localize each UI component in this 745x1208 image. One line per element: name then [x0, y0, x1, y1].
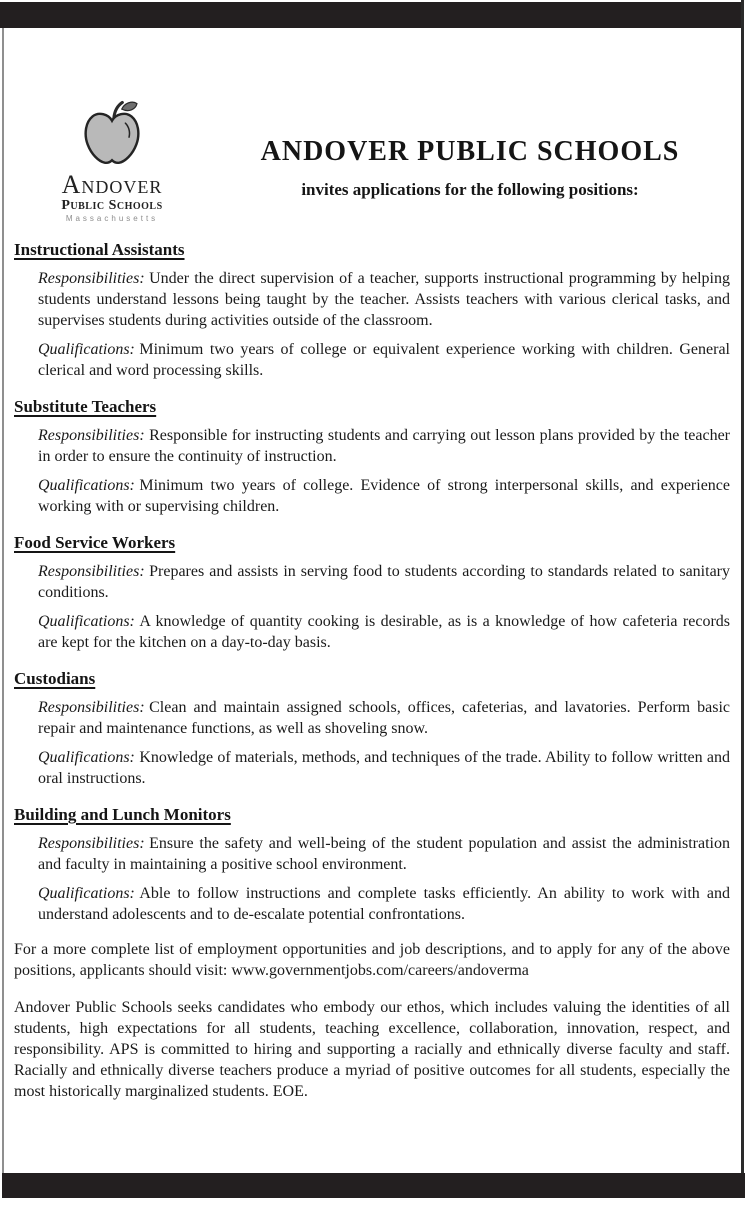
qualifications-paragraph: [38, 611, 730, 653]
qualifications-paragraph: [38, 883, 730, 925]
apple-icon: [81, 100, 143, 170]
section-food-service-workers: [14, 532, 730, 653]
section-instructional-assistants: [14, 239, 730, 381]
logo-org-type: Public Schools: [61, 198, 163, 213]
qualifications-paragraph: [38, 475, 730, 517]
responsibilities-label: Responsibilities:: [38, 563, 145, 580]
qualifications-text: Minimum two years of college or equivalent experience working with children. General clerical and word processing skills.: [38, 341, 730, 379]
responsibilities-text: Prepares and assists in serving food to students according to standards related to sanitary conditions.: [38, 563, 730, 601]
section-heading: Food Service Workers: [14, 533, 176, 552]
title-block: [210, 136, 730, 224]
qualifications-paragraph: [38, 747, 730, 789]
responsibilities-paragraph: [38, 425, 730, 467]
page-content: [14, 28, 730, 1102]
qualifications-label: Qualifications:: [38, 341, 135, 358]
page-subtitle: invites applications for the following positions:: [301, 180, 639, 199]
qualifications-label: Qualifications:: [38, 885, 135, 902]
footer-apply-paragraph: [14, 939, 730, 981]
responsibilities-label: Responsibilities:: [38, 835, 145, 852]
left-border-line: [2, 28, 4, 1173]
responsibilities-text: Ensure the safety and well-being of the student population and assist the administration and faculty in maintaining a positive school environment.: [38, 835, 730, 873]
application-url: www.governmentjobs.com/careers/andoverma: [231, 962, 529, 979]
responsibilities-label: Responsibilities:: [38, 699, 145, 716]
qualifications-text: A knowledge of quantity cooking is desirable, as is a knowledge of how cafeteria records are kept for the kitchen on a day-to-day basis.: [38, 613, 730, 651]
section-building-and-lunch-monitors: [14, 804, 730, 925]
qualifications-label: Qualifications:: [38, 613, 135, 630]
section-custodians: [14, 668, 730, 789]
right-border-line: [741, 0, 744, 1173]
logo-org-name: Andover: [61, 170, 163, 199]
responsibilities-text: Clean and maintain assigned schools, offices, cafeterias, and lavatories. Perform basic repair and maintenance functions, as well as shoveling snow.: [38, 699, 730, 737]
section-heading: Building and Lunch Monitors: [14, 805, 231, 824]
responsibilities-paragraph: [38, 833, 730, 875]
footer-eoe-paragraph: Andover Public Schools seeks candidates who embody our ethos, which includes valuing the identities of all students, high expectations for all students, teaching excellence, collaboration, innovation, respect, and responsibility. APS is committed to hiring and supporting a racially and ethnically diverse faculty and staff. Racially and ethnically diverse teachers produce a myriad of positive outcomes for all students, especially the most historically marginalized students. EOE.: [14, 999, 730, 1100]
responsibilities-text: Under the direct supervision of a teacher, supports instructional programming by helping students understand lessons being taught by the teacher. Assists teachers with various clerical tasks, and supervises students during activities outside of the classroom.: [38, 270, 730, 329]
page-title: ANDOVER PUBLIC SCHOOLS: [260, 136, 680, 167]
responsibilities-paragraph: [38, 561, 730, 603]
section-heading: Custodians: [14, 669, 96, 688]
qualifications-text: Knowledge of materials, methods, and techniques of the trade. Ability to follow written and oral instructions.: [38, 749, 730, 787]
qualifications-label: Qualifications:: [38, 477, 135, 494]
bottom-black-bar: [2, 1173, 745, 1198]
section-heading: Instructional Assistants: [14, 240, 185, 259]
qualifications-text: Able to follow instructions and complete tasks efficiently. An ability to work with and understand adolescents and to de-escalate potential confrontations.: [38, 885, 730, 923]
responsibilities-paragraph: [38, 697, 730, 739]
top-black-bar: [0, 2, 741, 28]
apply-text: For a more complete list of employment opportunities and job descriptions, and to apply for any of the above positions, applicants should visit:: [14, 941, 730, 979]
responsibilities-text: Responsible for instructing students and carrying out lesson plans provided by the teacher in order to ensure the continuity of instruction.: [38, 427, 730, 465]
responsibilities-label: Responsibilities:: [38, 427, 145, 444]
section-heading: Substitute Teachers: [14, 397, 157, 416]
qualifications-paragraph: [38, 339, 730, 381]
section-substitute-teachers: [14, 396, 730, 517]
logo-state: Massachusetts: [65, 214, 159, 223]
responsibilities-paragraph: [38, 268, 730, 331]
qualifications-label: Qualifications:: [38, 749, 135, 766]
qualifications-text: Minimum two years of college. Evidence of strong interpersonal skills, and experience working with or supervising children.: [38, 477, 730, 515]
header: [14, 28, 730, 224]
school-logo: [14, 100, 210, 224]
responsibilities-label: Responsibilities:: [38, 270, 145, 287]
